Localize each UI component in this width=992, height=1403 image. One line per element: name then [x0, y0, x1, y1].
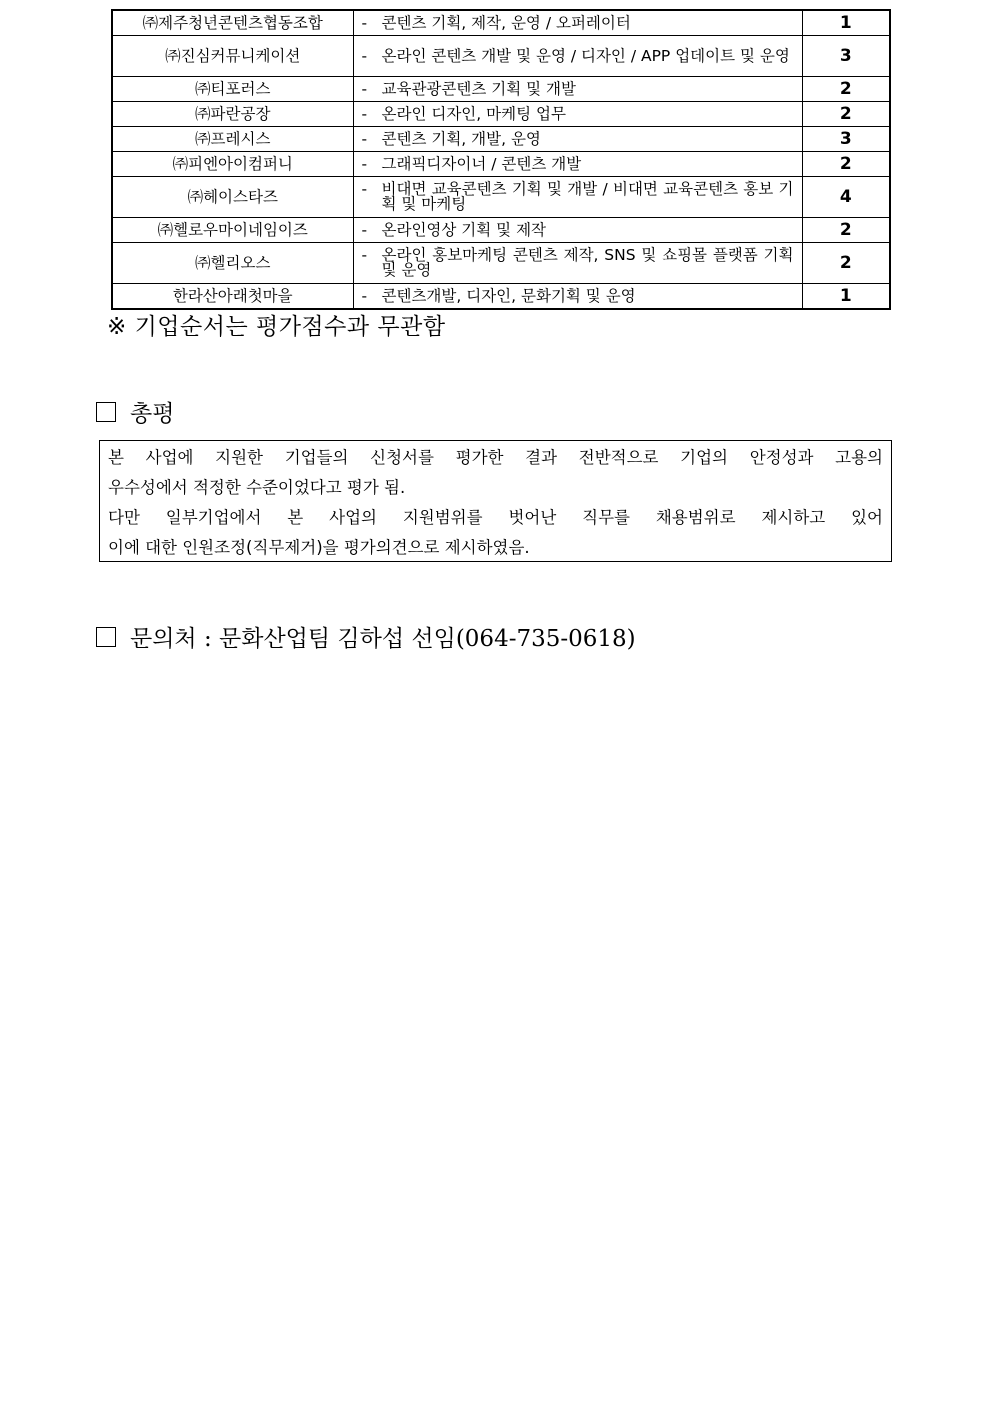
- table-row: [112, 218, 890, 243]
- summary-box: [99, 440, 892, 562]
- job-duty: 온라인 콘텐츠 개발 및 운영 / 디자인 / APP 업데이트 및 운영: [381, 46, 790, 65]
- headcount: 2: [802, 77, 890, 102]
- summary-line: 다만 일부기업에서 본 사업의 지원범위를 벗어난 직무를 채용범위로 제시하고 있어: [108, 508, 883, 527]
- company-name: 한라산아래첫마을: [112, 284, 353, 310]
- company-name: ㈜프레시스: [112, 127, 353, 152]
- summary-line: 이에 대한 인원조정(직무제거)을 평가의견으로 제시하였음.: [108, 538, 530, 557]
- table-row: [112, 177, 890, 218]
- job-duty: 콘텐츠 기획, 제작, 운영 / 오퍼레이터: [381, 13, 631, 32]
- company-name: ㈜헬리오스: [112, 243, 353, 284]
- contact-text: 문의처 : 문화산업팀 김하섭 선임(064-735-0618): [130, 626, 636, 652]
- dash: -: [361, 129, 368, 148]
- table-row: [112, 243, 890, 284]
- dash: -: [361, 180, 368, 198]
- headcount: 1: [802, 284, 890, 310]
- dash: -: [361, 154, 368, 173]
- headcount: 1: [802, 10, 890, 36]
- dash: -: [361, 220, 368, 239]
- table-row: [112, 10, 890, 36]
- table-row: [112, 152, 890, 177]
- job-duty: 온라인영상 기획 및 제작: [381, 220, 547, 239]
- job-duty: 콘텐츠개발, 디자인, 문화기획 및 운영: [381, 286, 636, 305]
- company-name: ㈜제주청년콘텐츠협동조합: [112, 10, 353, 36]
- table-row: [112, 102, 890, 127]
- dash: -: [361, 246, 368, 264]
- table-row: [112, 77, 890, 102]
- dash: -: [361, 286, 368, 305]
- job-duty: 온라인 디자인, 마케팅 업무: [381, 104, 566, 123]
- table-row: [112, 36, 890, 77]
- summary-line: 우수성에서 적정한 수준이었다고 평가 됨.: [108, 478, 406, 497]
- summary-heading-text: 총평: [130, 401, 175, 427]
- order-note: ※ 기업순서는 평가점수과 무관함: [107, 314, 446, 340]
- dash: -: [361, 13, 368, 32]
- job-duty: 비대면 교육콘텐츠 기획 및 개발 / 비대면 교육콘텐츠 홍보 기획 및 마케팅: [381, 180, 794, 213]
- company-name: ㈜헬로우마이네임이즈: [112, 218, 353, 243]
- company-name: ㈜진심커뮤니케이션: [112, 36, 353, 77]
- dash: -: [361, 104, 368, 123]
- headcount: 2: [802, 102, 890, 127]
- headcount: 2: [802, 152, 890, 177]
- summary-line: 본 사업에 지원한 기업들의 신청서를 평가한 결과 전반적으로 기업의 안정성과 고용의: [108, 448, 883, 467]
- headcount: 3: [802, 127, 890, 152]
- headcount: 3: [802, 36, 890, 77]
- square-bullet-icon: [96, 402, 116, 422]
- dash: -: [361, 79, 368, 98]
- company-name: ㈜파란공장: [112, 102, 353, 127]
- company-name: ㈜티포러스: [112, 77, 353, 102]
- job-duty: 그래픽디자이너 / 콘텐츠 개발: [381, 154, 582, 173]
- headcount: 2: [802, 218, 890, 243]
- headcount: 4: [802, 177, 890, 218]
- company-name: ㈜헤이스타즈: [112, 177, 353, 218]
- job-duty: 교육관광콘텐츠 기획 및 개발: [381, 79, 576, 98]
- dash: -: [361, 46, 368, 65]
- table-row: [112, 284, 890, 310]
- square-bullet-icon: [96, 627, 116, 647]
- company-table: [111, 9, 891, 310]
- company-name: ㈜피엔아이컴퍼니: [112, 152, 353, 177]
- job-duty: 콘텐츠 기획, 개발, 운영: [381, 129, 541, 148]
- headcount: 2: [802, 243, 890, 284]
- job-duty: 온라인 홍보마케팅 콘텐츠 제작, SNS 및 쇼핑몰 플랫폼 기획 및 운영: [381, 246, 794, 279]
- summary-heading: [96, 395, 174, 428]
- contact-heading: [96, 620, 636, 653]
- table-row: [112, 127, 890, 152]
